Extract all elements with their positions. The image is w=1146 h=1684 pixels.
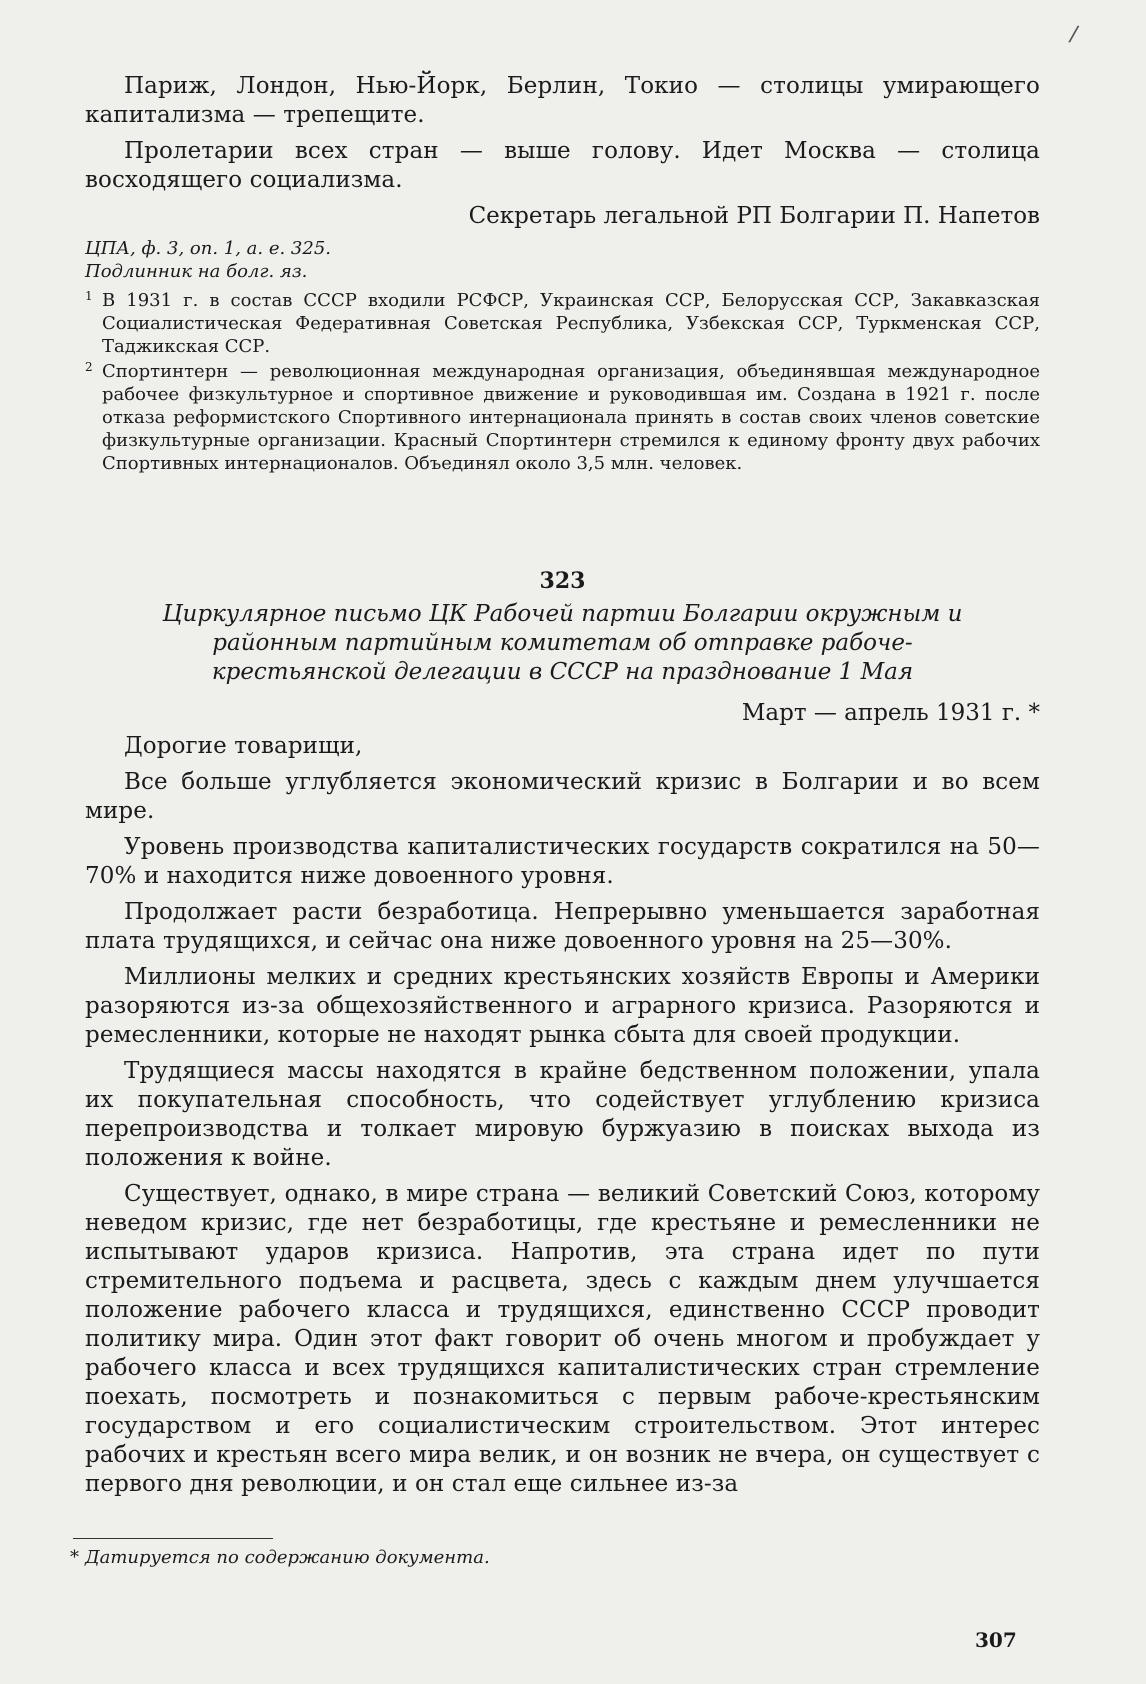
endnotes — [85, 289, 1040, 475]
document-title: Циркулярное письмо ЦК Рабочей партии Болгарии окружным и районным партийным комитетам об отправке рабоче-крестьянской делегации в СССР на празднование 1 Мая — [162, 601, 963, 685]
endnote-number: 2 — [85, 360, 93, 374]
document-paragraph: Миллионы мелких и средних крестьянских хозяйств Европы и Америки разоряются из-за общехозяйственного и аграрного кризиса. Разоряются и ремесленники, которые не находят рынка сбыта для своей продукции. — [85, 964, 1040, 1048]
endnote-text: Спортинтерн — революционная международная организация, объединявшая международное рабочее физкультурное и спортивное движение и руководившая им. Создана в 1921 г. после отказа реформистского Спортивного интернационала принять в состав своих членов советские физкультурные организации. Красный Спортинтерн стремился к единому фронту двух рабочих Спортивных интернационалов. Объединял около 3,5 млн. человек. — [102, 361, 1040, 474]
signature: Секретарь легальной РП Болгарии П. Напетов — [468, 203, 1040, 229]
intro-paragraph-2: Пролетарии всех стран — выше голову. Идет Москва — столица восходящего социализма. — [85, 138, 1040, 193]
endnote-2 — [85, 360, 1040, 475]
footnote-text: Датируется по содержанию документа. — [85, 1547, 490, 1568]
intro-paragraph-1: Париж, Лондон, Нью-Йорк, Берлин, Токио — столицы умирающего капитализма — трепещите. — [85, 73, 1040, 128]
document-paragraph: Все больше углубляется экономический кризис в Болгарии и во всем мире. — [85, 769, 1040, 824]
endnote-text: В 1931 г. в состав СССР входили РСФСР, Украинская ССР, Белорусская ССР, Закавказская Социалистическая Федеративная Советская Республика, Узбекская ССР, Туркменская ССР, Таджикская ССР. — [102, 290, 1040, 357]
document-paragraph: Существует, однако, в мире страна — великий Советский Союз, которому неведом кризис, где нет безработицы, где крестьяне и ремесленники не испытывают ударов кризиса. Напротив, эта страна идет по пути стремительного подъема и расцвета, здесь с каждым днем улучшается положение рабочего класса и трудящихся, единственно СССР проводит политику мира. Один этот факт говорит об очень многом и пробуждает у рабочего класса и всех трудящихся капиталистических стран стремление поехать, посмотреть и познакомиться с первым рабоче-крестьянским государством и его социалистическим строительством. Этот интерес рабочих и крестьян всего мира велик, и он возник не вчера, он существует с первого дня революции, и он стал еще сильнее из-за — [85, 1181, 1040, 1497]
intro-block — [85, 72, 1040, 477]
document-paragraph: Уровень производства капиталистических государств сократился на 50—70% и находится ниже довоенного уровня. — [85, 834, 1040, 889]
greeting: Дорогие товарищи, — [124, 733, 363, 759]
endnote-number: 1 — [85, 289, 93, 303]
document-number: 323 — [539, 568, 586, 594]
document-date: Март — апрель 1931 г. * — [741, 700, 1040, 726]
footnote — [70, 1546, 490, 1569]
corner-pencil-mark: / — [1067, 21, 1080, 48]
archive-reference: ЦПА, ф. 3, оп. 1, а. е. 325. — [85, 238, 332, 259]
original-language-note: Подлинник на болг. яз. — [85, 261, 308, 282]
endnote-1 — [85, 289, 1040, 358]
document-paragraph: Продолжает расти безработица. Непрерывно уменьшается заработная плата трудящихся, и сейчас она ниже довоенного уровня на 25—30%. — [85, 899, 1040, 954]
page-number: 307 — [975, 1628, 1017, 1652]
footnote-mark: * — [70, 1547, 79, 1568]
document-block — [85, 568, 1040, 1506]
document-paragraph: Трудящиеся массы находятся в крайне бедственном положении, упала их покупательная способность, что содействует углублению кризиса перепроизводства и толкает мировую буржуазию в поисках выхода из положения к войне. — [85, 1058, 1040, 1171]
footnote-divider — [73, 1538, 273, 1539]
